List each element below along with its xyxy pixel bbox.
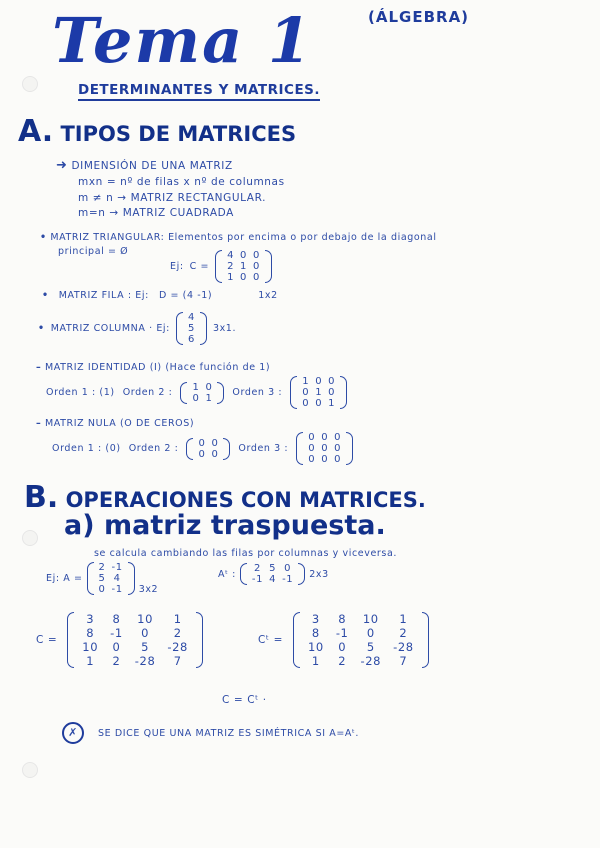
matrix-row <box>195 438 221 449</box>
matrix-grid <box>249 563 296 585</box>
nula-title: – MATRIZ NULA (O DE CEROS) <box>36 418 195 429</box>
matrix-cell: 0 <box>308 443 316 454</box>
matrix-cell: 0 <box>198 437 206 449</box>
matrix-cell: 8 <box>338 612 347 626</box>
page-subtitle: DETERMINANTES Y MATRICES. <box>78 82 320 101</box>
matrix-bracket-left <box>180 382 187 404</box>
matrix-bracket-left <box>176 312 183 345</box>
fila-block: • MATRIZ FILA : Ej: D = (4 -1) 1x2 <box>42 290 278 301</box>
matrix-a-transposed <box>240 563 305 585</box>
matrix-cell: -1 <box>111 562 123 573</box>
matrix-cell: 0 <box>338 640 347 654</box>
section-b-title: OPERACIONES CON MATRICES. <box>65 488 426 512</box>
matrix-grid <box>185 312 198 345</box>
matrix-grid <box>96 562 126 595</box>
matrix-bracket-left <box>290 376 297 409</box>
matrix-a-example: Ej: A = 2 -1 5 4 0 -1 3x2 <box>46 562 159 595</box>
triangular-text-2: principal = Ø <box>58 246 129 257</box>
matrix-row <box>96 584 126 595</box>
matrix-cell: 0 <box>198 448 206 460</box>
matrix-cell: 10 <box>137 612 154 626</box>
matrix-cell: 8 <box>112 612 121 626</box>
matrix-row <box>302 654 420 668</box>
fila-expr: D = (4 -1) <box>158 290 213 301</box>
matrix-cell: 4 <box>113 573 121 584</box>
matrix-cell: 10 <box>362 612 379 626</box>
matrix-cell: 0 <box>205 381 213 393</box>
matrix-cell: 0 <box>302 387 310 398</box>
matrix-cell: -28 <box>360 654 382 668</box>
matrix-cell: 0 <box>328 387 336 398</box>
matrix-cell: 2 <box>173 626 182 640</box>
matrix-a <box>87 562 135 595</box>
triangular-matrix <box>215 250 272 283</box>
dimension-block <box>56 158 233 173</box>
matrix-row <box>249 574 296 585</box>
matrix-cell: 7 <box>399 654 408 668</box>
matrix-bracket-right <box>346 432 353 465</box>
matrix-cell: 0 <box>211 448 219 460</box>
matrix-row <box>96 573 126 584</box>
matrix-grid <box>305 432 344 465</box>
matrix-ct-example: Cᵗ = 3 8 10 1 8 -1 0 2 10 0 5 -28 1 2 -28 7 <box>258 612 429 668</box>
matrix-cell: 6 <box>187 334 195 345</box>
matrix-bracket-right <box>265 250 272 283</box>
matrix-cell: 8 <box>311 626 320 640</box>
matrix-cell: 2 <box>227 261 235 272</box>
matrix-row <box>305 432 344 443</box>
nula-orders: Orden 1 : (0) Orden 2 : 0 0 0 0 Orden 3 : 0 0 0 0 0 0 0 0 0 <box>52 432 353 465</box>
matrix-cell: 1 <box>399 612 408 626</box>
matrix-row <box>185 312 198 323</box>
identidad-title: – MATRIZ IDENTIDAD (I) (Hace función de 1) <box>36 362 271 373</box>
matrix-cell: 2 <box>399 626 408 640</box>
matrix-cell: 0 <box>334 454 342 465</box>
matrix-row <box>224 272 263 283</box>
section-a-title: TIPOS DE MATRICES <box>60 122 297 146</box>
matrix-cell: 0 <box>308 432 316 443</box>
matrix-bracket-right <box>340 376 347 409</box>
matrix-c <box>67 612 203 668</box>
matrix-cell: 2 <box>254 563 261 574</box>
columna-block: • MATRIZ COLUMNA · Ej: 4 5 6 3x1. <box>38 312 237 345</box>
matrix-cell: 0 <box>98 584 106 595</box>
matrix-cell: -28 <box>134 654 156 668</box>
section-a-letter: A. <box>18 114 54 149</box>
matrix-cell: 0 <box>321 454 329 465</box>
dimension-line-3: m=n → MATRIZ CUADRADA <box>78 207 234 219</box>
matrix-bracket-left <box>87 562 94 595</box>
matrix-cell: 4 <box>227 250 235 261</box>
matrix-cell: 0 <box>253 250 260 261</box>
matrix-row <box>189 393 215 404</box>
matrix-bracket-right <box>422 612 429 668</box>
matrix-row <box>299 376 338 387</box>
matrix-cell: -1 <box>111 584 123 595</box>
binder-hole <box>22 76 38 92</box>
matrix-grid <box>189 382 215 404</box>
matrix-cell: 0 <box>253 272 260 283</box>
matrix-cell: 0 <box>321 432 329 443</box>
matrix-cell: 4 <box>269 574 277 585</box>
matrix-cell: 1 <box>173 612 182 626</box>
null-matrix-3 <box>296 432 353 465</box>
fila-dims: 1x2 <box>258 290 278 301</box>
matrix-row <box>96 562 126 573</box>
matrix-cell: -1 <box>282 574 294 585</box>
matrix-row <box>76 612 194 626</box>
matrix-cell: 5 <box>141 640 150 654</box>
matrix-row <box>224 250 263 261</box>
matrix-cell: 7 <box>173 654 182 668</box>
matrix-row <box>185 323 198 334</box>
matrix-row <box>302 640 420 654</box>
matrix-bracket-left <box>296 432 303 465</box>
columna-matrix <box>176 312 207 345</box>
identity-matrix-3 <box>290 376 347 409</box>
matrix-cell: 2 <box>112 654 121 668</box>
matrix-row <box>305 443 344 454</box>
matrix-cell: 5 <box>98 573 106 584</box>
equality-note: C = Cᵗ · <box>222 694 267 706</box>
matrix-bracket-right <box>223 438 230 460</box>
matrix-grid <box>224 250 263 283</box>
matrix-row <box>76 626 194 640</box>
matrix-cell: 3 <box>86 612 95 626</box>
matrix-cell: 0 <box>284 563 292 574</box>
traspuesta-desc: se calcula cambiando las filas por columnas y viceversa. <box>94 548 398 559</box>
matrix-grid <box>302 612 420 668</box>
matrix-grid <box>299 376 338 409</box>
identity-matrix-2 <box>180 382 224 404</box>
binder-hole <box>22 762 38 778</box>
matrix-cell: 1 <box>240 261 248 272</box>
matrix-cell: -1 <box>251 574 264 585</box>
matrix-cell: 0 <box>192 392 200 404</box>
matrix-cell: 1 <box>192 381 200 393</box>
matrix-cell: -28 <box>167 640 188 654</box>
matrix-bracket-right <box>298 563 305 585</box>
matrix-row <box>195 449 221 460</box>
matrix-cell: 0 <box>240 250 248 261</box>
matrix-row <box>76 654 194 668</box>
matrix-cell: 4 <box>187 312 195 323</box>
matrix-cell: 1 <box>227 272 235 283</box>
matrix-cell: 0 <box>308 454 316 465</box>
matrix-row <box>302 612 420 626</box>
matrix-cell: -28 <box>393 640 414 654</box>
matrix-cell: 0 <box>315 376 323 387</box>
matrix-row <box>185 334 198 345</box>
matrix-row <box>302 626 420 640</box>
matrix-bracket-left <box>293 612 300 668</box>
matrix-cell: 10 <box>307 640 324 654</box>
matrix-bracket-left <box>240 563 247 585</box>
subject-label: (ÁLGEBRA) <box>368 8 470 26</box>
matrix-row <box>249 563 296 574</box>
page-title: Tema 1 <box>52 4 313 77</box>
matrix-at-example: Aᵗ : 2 5 0 -1 4 -1 2x3 <box>218 563 329 585</box>
identidad-orders: Orden 1 : (1) Orden 2 : 1 0 0 1 Orden 3 : 1 0 0 0 1 0 0 0 1 <box>46 376 347 409</box>
matrix-grid <box>76 612 194 668</box>
matrix-cell: 1 <box>315 387 323 398</box>
matrix-cell: 0 <box>141 626 150 640</box>
matrix-cell: 1 <box>86 654 95 668</box>
matrix-cell: 0 <box>253 261 260 272</box>
matrix-grid <box>195 438 221 460</box>
matrix-cell: 1 <box>302 376 310 387</box>
matrix-row <box>224 261 263 272</box>
section-b-letter: B. <box>24 480 59 515</box>
matrix-cell: 2 <box>338 654 347 668</box>
matrix-row <box>76 640 194 654</box>
matrix-cell: 10 <box>82 640 99 654</box>
matrix-cell: 0 <box>240 272 248 283</box>
matrix-cell: 8 <box>86 626 95 640</box>
matrix-cell: 5 <box>187 323 195 334</box>
dimension-line-2: m ≠ n → MATRIZ RECTANGULAR. <box>78 192 267 204</box>
triangular-example: Ej: C = 4 0 0 2 1 0 1 0 0 <box>170 250 272 283</box>
dimension-line-1: mxn = nº de filas x nº de columnas <box>78 176 285 188</box>
matrix-cell: 2 <box>98 562 106 573</box>
cross-circle-icon: ✗ <box>62 722 84 744</box>
matrix-cell: -1 <box>335 626 349 640</box>
arrow-right-icon: ➜ <box>56 158 68 173</box>
matrix-cell: 0 <box>315 398 323 409</box>
matrix-bracket-right <box>200 312 207 345</box>
symmetric-note: ✗ SE DICE QUE UNA MATRIZ ES SIMÉTRICA SI A=Aᵗ. <box>62 722 359 744</box>
matrix-c-example: C = 3 8 10 1 8 -1 0 2 10 0 5 -28 1 2 -28 7 <box>36 612 203 668</box>
matrix-cell: 1 <box>328 398 336 409</box>
matrix-cell: 0 <box>328 376 336 387</box>
matrix-cell: 5 <box>269 563 277 574</box>
matrix-bracket-left <box>67 612 74 668</box>
matrix-cell: 0 <box>334 432 342 443</box>
matrix-bracket-right <box>196 612 203 668</box>
matrix-cell: 0 <box>334 443 342 454</box>
matrix-cell: 1 <box>205 392 213 404</box>
section-a-heading <box>18 114 296 149</box>
matrix-c-transposed <box>293 612 429 668</box>
matrix-bracket-right <box>128 562 135 595</box>
matrix-bracket-left <box>215 250 222 283</box>
matrix-cell: 5 <box>366 640 375 654</box>
matrix-cell: 0 <box>112 640 121 654</box>
matrix-row <box>305 454 344 465</box>
binder-hole <box>22 530 38 546</box>
triangular-text-1: • MATRIZ TRIANGULAR: Elementos por encima o por debajo de la diagonal <box>40 232 437 243</box>
null-matrix-2 <box>186 438 230 460</box>
matrix-bracket-right <box>217 382 224 404</box>
matrix-cell: 0 <box>321 443 329 454</box>
matrix-cell: 1 <box>311 654 320 668</box>
matrix-cell: 0 <box>366 626 375 640</box>
matrix-cell: 3 <box>311 612 320 626</box>
matrix-cell: 0 <box>211 437 219 449</box>
matrix-row <box>189 382 215 393</box>
matrix-row <box>299 398 338 409</box>
dimension-title: DIMENSIÓN DE UNA MATRIZ <box>71 160 233 172</box>
matrix-row <box>299 387 338 398</box>
matrix-bracket-left <box>186 438 193 460</box>
matrix-cell: -1 <box>110 626 123 640</box>
matrix-cell: 0 <box>302 398 310 409</box>
subsection-traspuesta: a) matriz traspuesta. <box>64 510 386 541</box>
